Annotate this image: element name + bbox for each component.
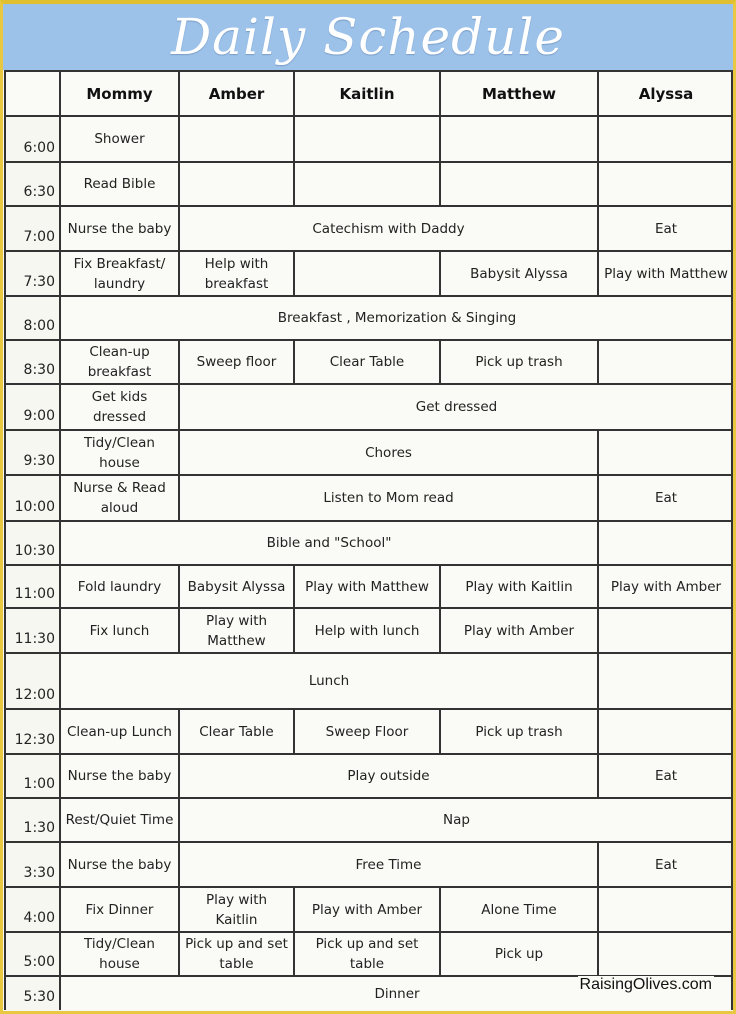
time-label: 6:30 [4,161,59,205]
schedule-cell: Clean-up breakfast [59,339,178,383]
schedule-cell: Sweep floor [178,339,293,383]
column-header-kaitlin: Kaitlin [293,70,439,115]
time-label: 7:30 [4,250,59,295]
time-label: 7:00 [4,205,59,250]
schedule-cell: Dinner [59,975,733,1010]
schedule-cell: Clear Table [178,708,293,753]
time-label: 12:00 [4,652,59,708]
corner-header-cell [4,70,59,115]
empty-cell [597,520,733,564]
empty-cell [178,161,293,205]
time-label: 3:30 [4,841,59,886]
schedule-cell: Pick up [439,931,597,975]
time-label: 5:00 [4,931,59,975]
schedule-cell: Play with Amber [293,886,439,931]
schedule-cell: Fix Breakfast/ laundry [59,250,178,295]
schedule-cell: Bible and "School" [59,520,597,564]
column-header-mommy: Mommy [59,70,178,115]
empty-cell [293,161,439,205]
empty-cell [293,250,439,295]
schedule-cell: Alone Time [439,886,597,931]
schedule-cell: Eat [597,205,733,250]
schedule-cell: Eat [597,753,733,797]
schedule-cell: Pick up and set table [178,931,293,975]
schedule-cell: Fix lunch [59,607,178,652]
schedule-cell: Read Bible [59,161,178,205]
schedule-cell: Pick up and set table [293,931,439,975]
schedule-cell: Nurse the baby [59,841,178,886]
schedule-cell: Play with Matthew [178,607,293,652]
schedule-cell: Babysit Alyssa [439,250,597,295]
schedule-cell: Play with Kaitlin [439,564,597,607]
time-label: 12:30 [4,708,59,753]
empty-cell [439,161,597,205]
empty-cell [597,161,733,205]
schedule-cell: Tidy/Clean house [59,429,178,474]
time-label: 6:00 [4,115,59,161]
schedule-cell: Fold laundry [59,564,178,607]
schedule-cell: Rest/Quiet Time [59,797,178,841]
schedule-cell: Catechism with Daddy [178,205,597,250]
schedule-cell: Get dressed [178,383,733,429]
schedule-cell: Babysit Alyssa [178,564,293,607]
time-label: 5:30 [4,975,59,1010]
schedule-cell: Play with Matthew [293,564,439,607]
schedule-cell: Play with Kaitlin [178,886,293,931]
schedule-cell: Free Time [178,841,597,886]
schedule-cell: Play with Amber [439,607,597,652]
schedule-cell: Pick up trash [439,339,597,383]
time-label: 9:30 [4,429,59,474]
table-left-border [4,70,6,1010]
schedule-cell: Help with lunch [293,607,439,652]
schedule-cell: Sweep Floor [293,708,439,753]
page-title: Daily Schedule [171,8,565,66]
schedule-cell: Play with Amber [597,564,733,607]
empty-cell [597,708,733,753]
column-header-matthew: Matthew [439,70,597,115]
schedule-cell: Listen to Mom read [178,474,597,520]
empty-cell [597,339,733,383]
empty-cell [597,607,733,652]
schedule-cell: Nap [178,797,733,841]
schedule-cell: Clear Table [293,339,439,383]
empty-cell [597,429,733,474]
empty-cell [597,931,733,975]
time-label: 8:30 [4,339,59,383]
time-label: 4:00 [4,886,59,931]
site-credit: RaisingOlives.com [579,976,712,993]
schedule-cell: Chores [178,429,597,474]
schedule-cell: Eat [597,841,733,886]
schedule-cell: Fix Dinner [59,886,178,931]
empty-cell [439,115,597,161]
time-label: 1:30 [4,797,59,841]
schedule-cell: Nurse the baby [59,205,178,250]
schedule-cell: Nurse & Read aloud [59,474,178,520]
time-label: 8:00 [4,295,59,339]
table-right-border [731,70,733,1010]
schedule-cell: Clean-up Lunch [59,708,178,753]
column-header-alyssa: Alyssa [597,70,733,115]
schedule-cell: Shower [59,115,178,161]
schedule-cell: Lunch [59,652,597,708]
schedule-cell: Play outside [178,753,597,797]
empty-cell [597,115,733,161]
time-label: 10:00 [4,474,59,520]
schedule-cell: Nurse the baby [59,753,178,797]
schedule-cell: Breakfast , Memorization & Singing [59,295,733,339]
empty-cell [293,115,439,161]
empty-cell [178,115,293,161]
time-label: 11:00 [4,564,59,607]
schedule-cell: Eat [597,474,733,520]
time-label: 9:00 [4,383,59,429]
schedule-cell: Play with Matthew [597,250,733,295]
time-label: 1:00 [4,753,59,797]
schedule-cell: Tidy/Clean house [59,931,178,975]
schedule-cell: Help with breakfast [178,250,293,295]
time-label: 10:30 [4,520,59,564]
schedule-cell: Get kids dressed [59,383,178,429]
empty-cell [597,652,733,708]
column-header-amber: Amber [178,70,293,115]
empty-cell [597,886,733,931]
time-label: 11:30 [4,607,59,652]
schedule-cell: Pick up trash [439,708,597,753]
